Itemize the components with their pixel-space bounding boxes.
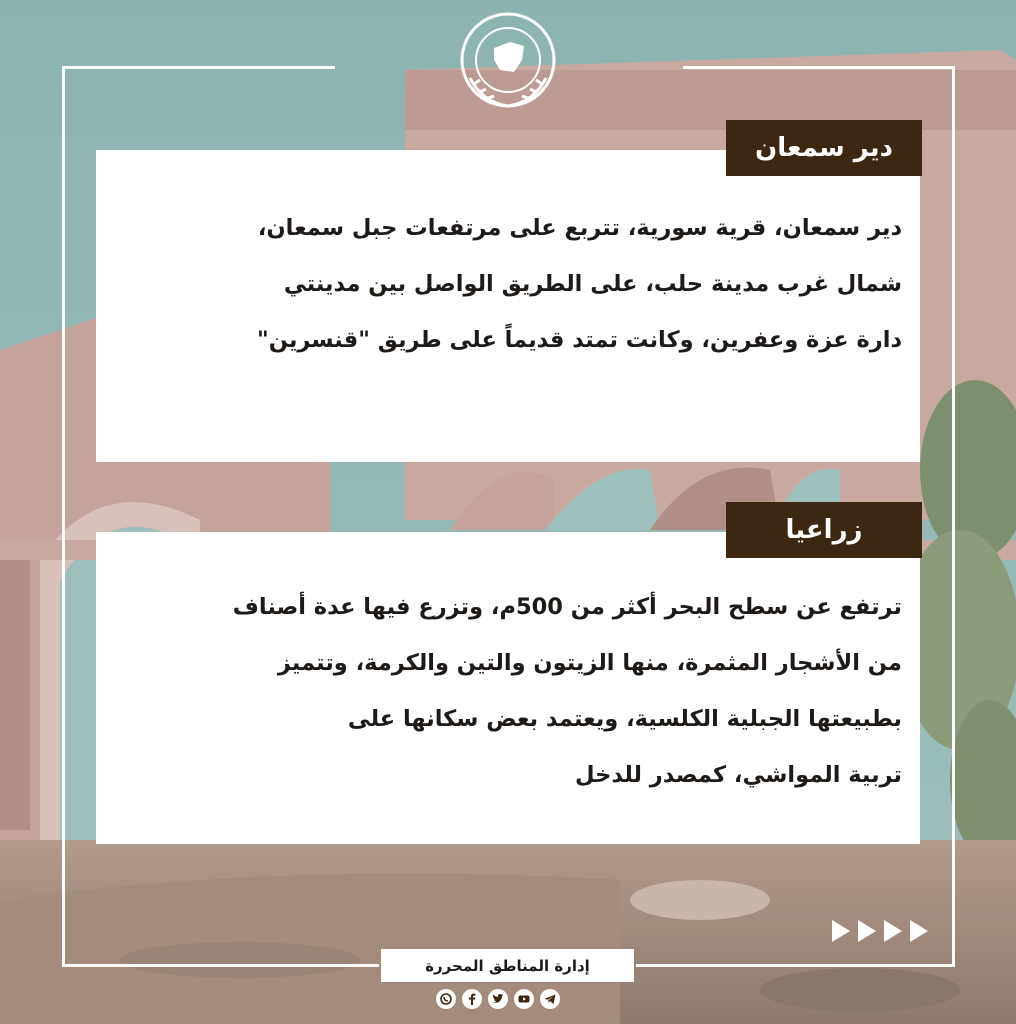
frame-top-right [683,66,955,69]
twitter-icon[interactable] [488,989,508,1009]
body-line: شمال غرب مدينة حلب، على الطريق الواصل بين مدينتي [283,271,902,297]
arrow-right-icon [856,918,878,944]
body-line: تربية المواشي، كمصدر للدخل [575,762,902,788]
org-name-label: إدارة المناطق المحررة [381,949,634,982]
arrow-right-icon [882,918,904,944]
section-title-tag: زراعيا [726,502,922,558]
body-line: من الأشجار المثمرة، منها الزيتون والتين والكرمة، وتتميز [277,650,902,676]
section-card-agriculture [96,532,920,844]
section-body-text [114,579,902,803]
body-line: دارة عزة وعفرين، وكانت تمتد قديماً على طريق "قنسرين" [257,327,902,353]
frame-left [62,66,65,966]
body-line: بطبيعتها الجبلية الكلسية، ويعتمد بعض سكانها على [347,706,902,732]
telegram-icon[interactable] [540,989,560,1009]
frame-bottom-right [636,964,955,967]
section-title-tag: دير سمعان [726,120,922,176]
body-line: ترتفع عن سطح البحر أكثر من 500م، وتزرع فيها عدة أصناف [232,594,902,620]
body-line: دير سمعان، قرية سورية، تتربع على مرتفعات جبل سمعان، [257,215,902,241]
next-arrows-icon[interactable] [830,918,930,944]
social-icons-row [436,989,560,1009]
youtube-icon[interactable] [514,989,534,1009]
whatsapp-icon[interactable] [436,989,456,1009]
section-card-deir-semaan [96,150,920,462]
arrow-right-icon [908,918,930,944]
facebook-icon[interactable] [462,989,482,1009]
liberated-areas-emblem-icon [452,8,564,116]
frame-right [952,66,955,966]
section-body-text [114,200,902,368]
frame-top-left [62,66,335,69]
arrow-right-icon [830,918,852,944]
frame-bottom-left [62,964,379,967]
